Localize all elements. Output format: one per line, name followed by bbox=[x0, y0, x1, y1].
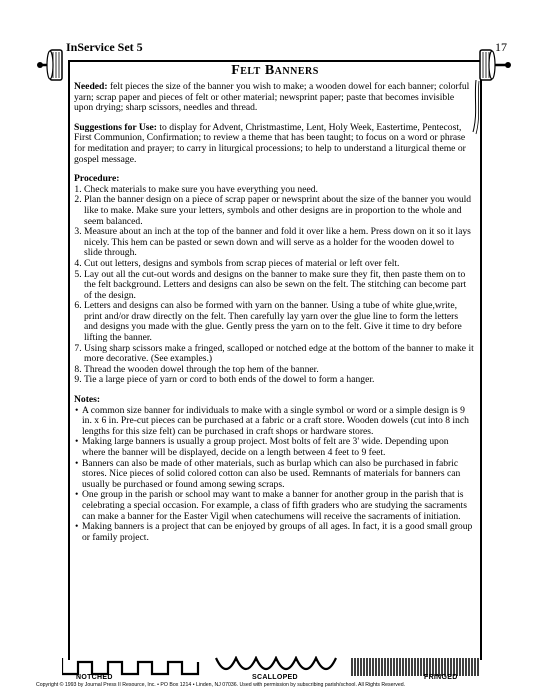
suggestions-text: to display for Advent, Christmastime, Lent, Holy Week, Eastertime, Pentecost, First Communion, Confirmation; to review a theme that has been taught; to focus on a word or phrase for meditation and prayer; to carry in liturgical processions; to help to understand a liturgical theme or gospel message. bbox=[74, 121, 466, 165]
needed-text: felt pieces the size of the banner you wish to make; a wooden dowel for each banner; colorful yarn; scrap paper and pieces of felt or other material; newsprint paper; paste that becomes invisible upon drying; sharp scissors, needles and thread. bbox=[74, 81, 470, 114]
series-header: InService Set 5 bbox=[66, 40, 143, 54]
suggestions-label: Suggestions for Use: bbox=[74, 121, 157, 133]
procedure-list bbox=[74, 185, 474, 386]
document-body bbox=[74, 82, 474, 552]
notes-section bbox=[74, 395, 474, 543]
page-title: Felt Banners bbox=[231, 63, 319, 78]
needed-section bbox=[74, 82, 474, 114]
procedure-step: 6. Letters and designs can also be formed with yarn on the banner. Using a tube of white glue,write, print and/or draw directly on the felt. Then carefully lay yarn over the glue line to form the letters and designs you made with the glue. Gently press the yarn on to the felt. Give it time to dry before lifting the banner. bbox=[84, 301, 474, 343]
procedure-step: 7. Using sharp scissors make a fringed, scalloped or notched edge at the bottom of the banner to make it more decorative. (See examples.) bbox=[84, 344, 474, 365]
note-item: • Making banners is a project that can be enjoyed by groups of all ages. In fact, it is a good small group or family project. bbox=[82, 522, 474, 543]
procedure-step: 5. Lay out all the cut-out words and designs on the banner to make sure they fit, then paste them on to the felt background. Letters and designs can also be sewn on the felt. The stitching can become part of the design. bbox=[84, 270, 474, 302]
procedure-step: 8. Thread the wooden dowel through the top hem of the banner. bbox=[84, 365, 474, 376]
procedure-step: 4. Cut out letters, designs and symbols from scrap pieces of material or left over felt. bbox=[84, 259, 474, 270]
procedure-section bbox=[74, 174, 474, 386]
page-number: 17 bbox=[495, 40, 507, 54]
notched-label: NOTCHED bbox=[76, 674, 113, 681]
fringed-edge-illustration bbox=[350, 656, 482, 678]
note-item: • One group in the parish or school may want to make a banner for another group in the parish that is celebrating a special occasion. For example, a class of fifth graders who are studying the sacraments can make a banner for the Easter Vigil when catechumens will receive the sacraments of initiation. bbox=[82, 490, 474, 522]
suggestions-section bbox=[74, 123, 474, 165]
scroll-right-icon bbox=[470, 48, 514, 138]
procedure-step: 9. Tie a large piece of yarn or cord to both ends of the dowel to form a hanger. bbox=[84, 375, 474, 386]
procedure-step: 3. Measure about an inch at the top of the banner and fold it over like a hem. Press down on it so it lays nicely. This hem can be pasted or sewn down and will serve as a holder for the wooden dowel to slide through. bbox=[84, 227, 474, 259]
note-item: • A common size banner for individuals to make with a single symbol or word or a simple design is 9 in. x 6 in. Pre-cut pieces can be purchased at a fabric or a craft store. Wooden dowels (cut into 8 inch lengths for this size felt) can be purchased in craft shops or hardware stores. bbox=[82, 406, 474, 438]
procedure-label: Procedure: bbox=[74, 173, 120, 185]
note-item: • Making large banners is usually a group project. Most bolts of felt are 3' wide. Depending upon where the banner will be displayed, decide on a length between 4 feet to 9 feet. bbox=[82, 437, 474, 458]
notes-list bbox=[74, 406, 474, 544]
procedure-step: 1. Check materials to make sure you have everything you need. bbox=[84, 185, 474, 196]
note-item: • Banners can also be made of other materials, such as burlap which can also be purchased in fabric stores. Nice pieces of solid colored cotton can also be used. Remnants of materials for banners can usually be purchased or found among sewing scraps. bbox=[82, 459, 474, 491]
fringed-label: FRINGED bbox=[424, 674, 458, 681]
notched-edge-illustration bbox=[62, 656, 212, 676]
needed-label: Needed: bbox=[74, 81, 108, 92]
procedure-step: 2. Plan the banner design on a piece of scrap paper or newsprint about the size of the banner you would like to make. Make sure your letters, symbols and other designs are in proportion to the whole and seem balanced. bbox=[84, 195, 474, 227]
scalloped-edge-illustration bbox=[212, 656, 352, 676]
copyright-footer: Copyright © 1993 by Journal Press II Resource, Inc. • PO Box 1214 • Linden, NJ 07036. Used with permission by subscribing parish/school. All Rights Reserved. bbox=[36, 682, 406, 688]
notes-label: Notes: bbox=[74, 394, 101, 406]
scalloped-label: SCALLOPED bbox=[252, 674, 298, 681]
